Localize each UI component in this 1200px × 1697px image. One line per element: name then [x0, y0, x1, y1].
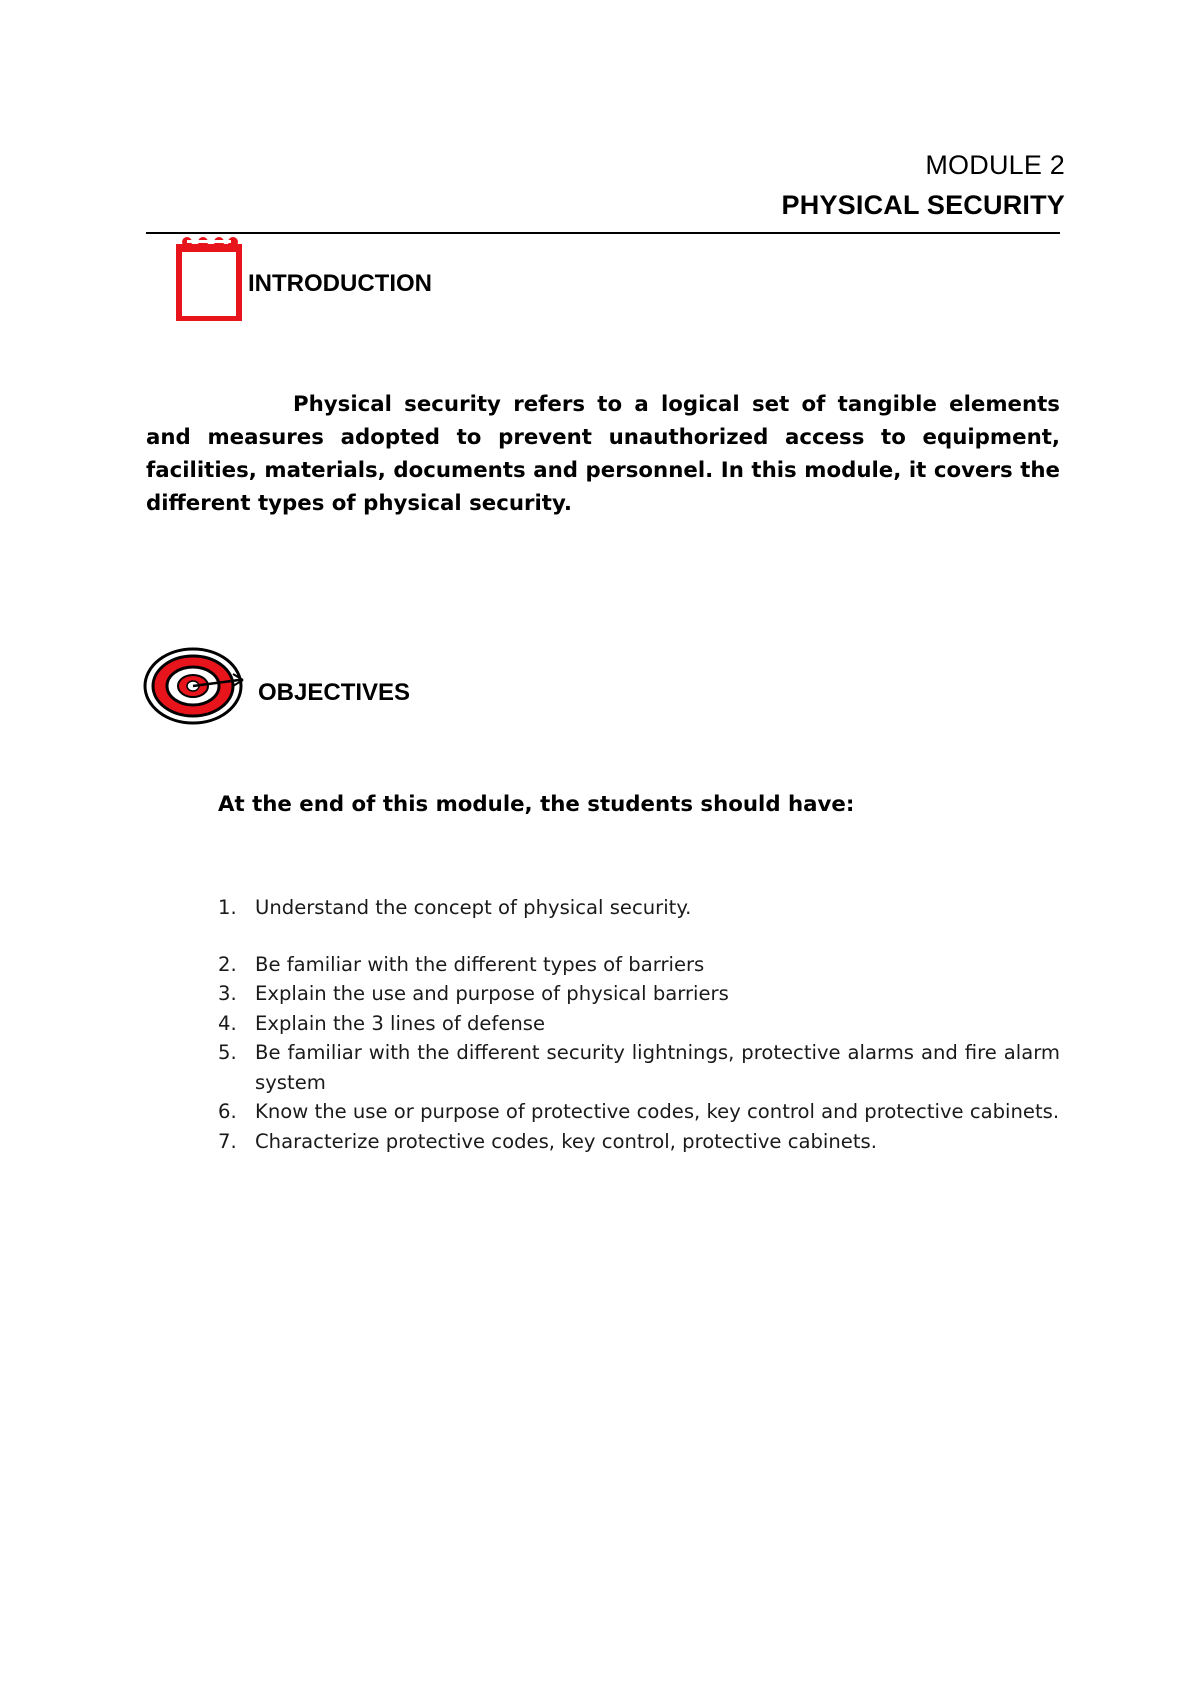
list-item-text: Explain the 3 lines of defense	[255, 1011, 546, 1035]
list-item-number: 2.	[218, 952, 237, 976]
notepad-icon	[175, 235, 245, 321]
introduction-heading: INTRODUCTION	[248, 270, 432, 297]
list-item	[218, 979, 1060, 1009]
list-item	[218, 1127, 1060, 1157]
list-item-number: 7.	[218, 1129, 237, 1153]
list-item-text: Understand the concept of physical security.	[255, 896, 692, 919]
list-item-text: Be familiar with the different types of barriers	[255, 952, 705, 976]
objectives-heading: OBJECTIVES	[258, 679, 411, 706]
module-number: MODULE 2	[925, 150, 1065, 180]
list-item	[218, 1097, 1060, 1127]
list-item-number: 1.	[218, 896, 237, 919]
list-item-number: 6.	[218, 1100, 237, 1123]
list-item-text: Be familiar with the different security lightnings, protective alarms and fire alarm system	[255, 1041, 1060, 1094]
list-item-text: Explain the use and purpose of physical barriers	[255, 982, 729, 1005]
module-title: PHYSICAL SECURITY	[781, 190, 1065, 220]
objectives-list	[218, 893, 1060, 1156]
header-divider	[146, 232, 1060, 234]
list-item	[218, 950, 1060, 980]
list-item-text: Know the use or purpose of protective codes, key control and protective cabinets.	[255, 1100, 1060, 1123]
list-item-number: 5.	[218, 1041, 237, 1064]
target-icon	[143, 646, 247, 726]
list-item	[218, 893, 1060, 923]
list-item-number: 3.	[218, 982, 237, 1005]
list-item-text: Characterize protective codes, key control, protective cabinets.	[255, 1129, 877, 1153]
list-item	[218, 1038, 1060, 1097]
introduction-paragraph: Physical security refers to a logical set of tangible elements and measures adopted to prevent unauthorized access to equipment, facilities, materials, documents and personnel. In this module, it covers the different types of physical security.	[146, 392, 1060, 516]
list-item-number: 4.	[218, 1011, 237, 1035]
objectives-lead: At the end of this module, the students should have:	[218, 792, 855, 817]
list-item	[218, 1009, 1060, 1039]
